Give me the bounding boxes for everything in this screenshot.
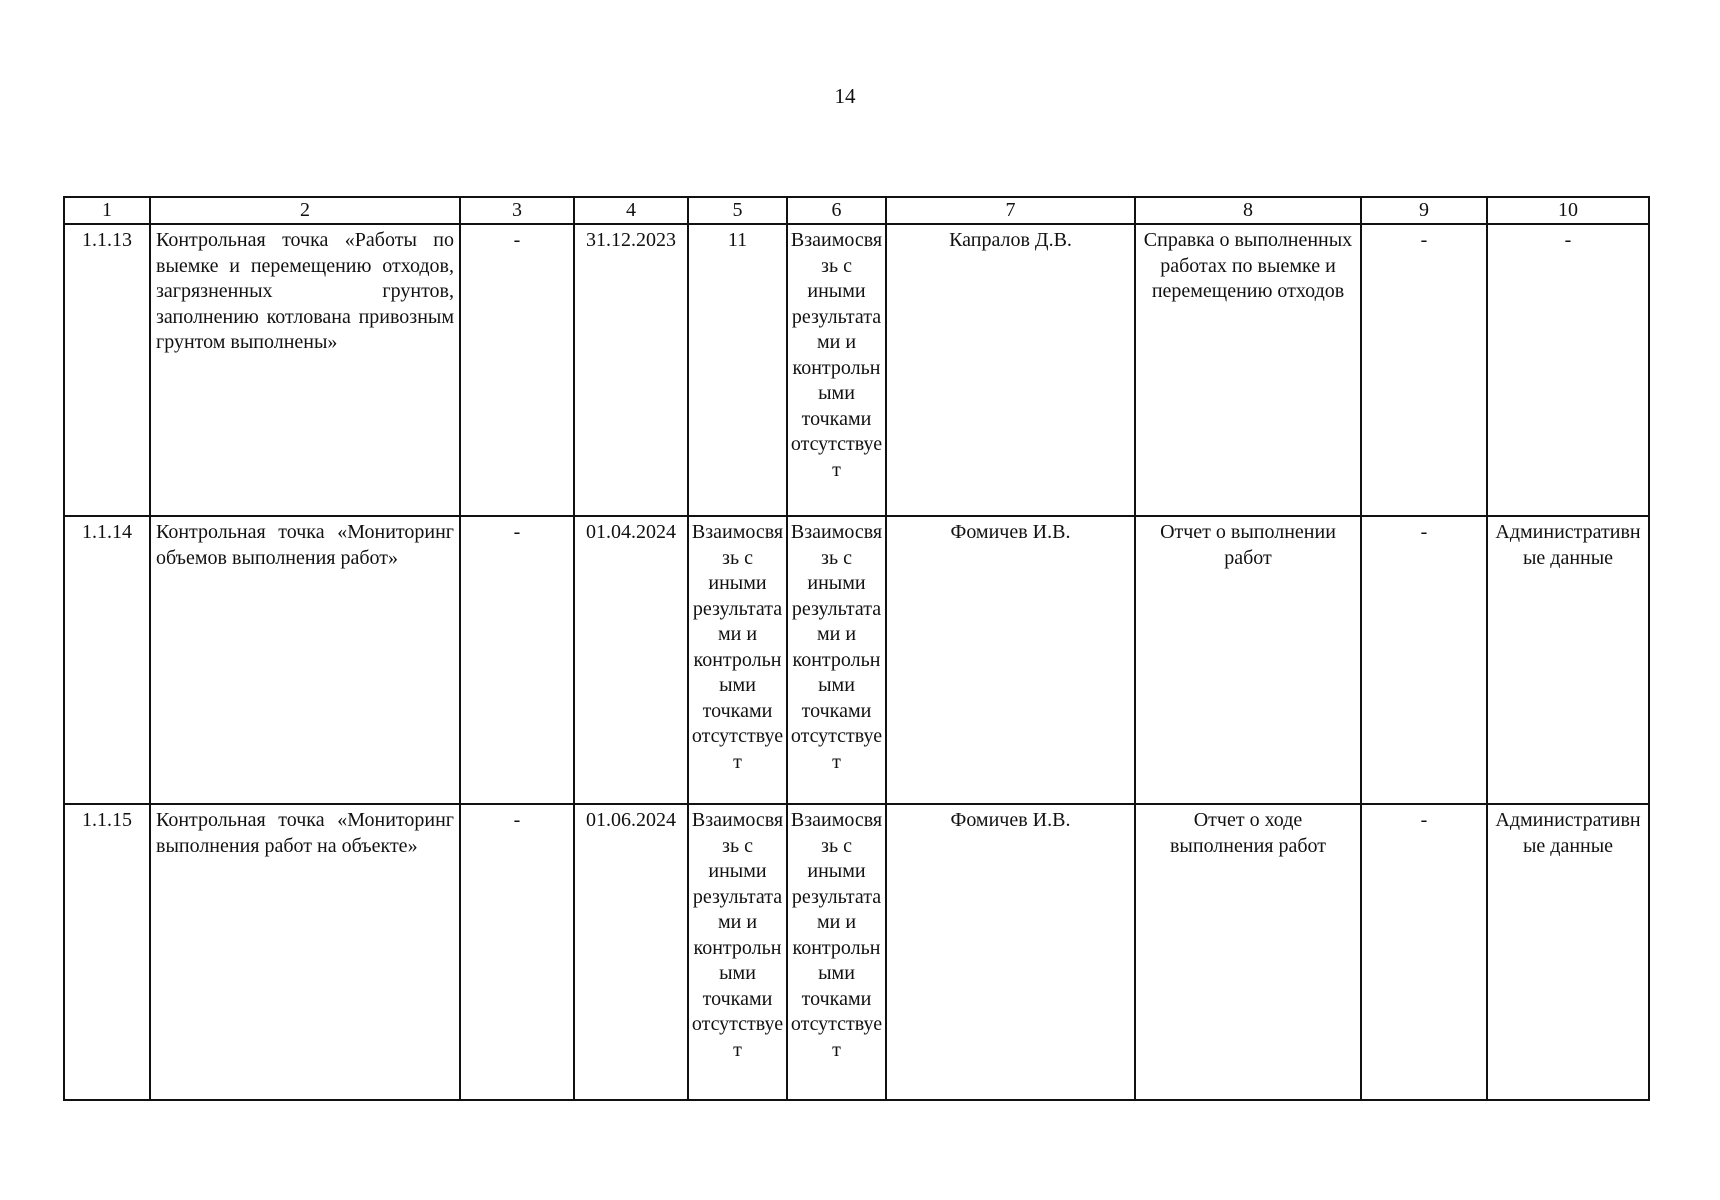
column-header-1: 1 [64, 197, 150, 224]
deadline-date: 31.12.2023 [574, 224, 688, 516]
column-header-10: 10 [1487, 197, 1649, 224]
column-header-4: 4 [574, 197, 688, 224]
table-row [64, 516, 1649, 804]
table-row [64, 224, 1649, 516]
column-10-value: Административные данные [1487, 516, 1649, 804]
column-header-6: 6 [787, 197, 886, 224]
column-6-value: Взаимосвязь с иными результатами и контрольными точками отсутствует [787, 516, 886, 804]
control-point-name: Контрольная точка «Мониторинг объемов выполнения работ» [150, 516, 460, 804]
column-header-3: 3 [460, 197, 574, 224]
column-header-8: 8 [1135, 197, 1361, 224]
column-3-value: - [460, 224, 574, 516]
responsible-person: Капралов Д.В. [886, 224, 1135, 516]
column-header-5: 5 [688, 197, 787, 224]
deadline-date: 01.06.2024 [574, 804, 688, 1100]
column-3-value: - [460, 516, 574, 804]
row-number: 1.1.15 [64, 804, 150, 1100]
report-document: Отчет о ходе выполнения работ [1135, 804, 1361, 1100]
column-number-row [64, 197, 1649, 224]
page-number: 14 [834, 84, 856, 108]
row-number: 1.1.14 [64, 516, 150, 804]
column-3-value: - [460, 804, 574, 1100]
responsible-person: Фомичев И.В. [886, 804, 1135, 1100]
column-5-value: Взаимосвязь с иными результатами и контрольными точками отсутствует [688, 516, 787, 804]
report-document: Отчет о выполнении работ [1135, 516, 1361, 804]
column-9-value: - [1361, 804, 1487, 1100]
control-point-name: Контрольная точка «Мониторинг выполнения работ на объекте» [150, 804, 460, 1100]
column-header-7: 7 [886, 197, 1135, 224]
row-number: 1.1.13 [64, 224, 150, 516]
column-10-value: Административные данные [1487, 804, 1649, 1100]
report-document: Справка о выполненных работах по выемке и перемещению отходов [1135, 224, 1361, 516]
column-10-value: - [1487, 224, 1649, 516]
column-5-value: Взаимосвязь с иными результатами и контрольными точками отсутствует [688, 804, 787, 1100]
column-9-value: - [1361, 224, 1487, 516]
column-header-2: 2 [150, 197, 460, 224]
column-header-9: 9 [1361, 197, 1487, 224]
control-points-table [63, 196, 1650, 1101]
column-9-value: - [1361, 516, 1487, 804]
deadline-date: 01.04.2024 [574, 516, 688, 804]
column-5-value: 11 [688, 224, 787, 516]
table-row [64, 804, 1649, 1100]
control-point-name: Контрольная точка «Работы по выемке и перемещению отходов, загрязненных грунтов, заполнению котлована привозным грунтом выполнены» [150, 224, 460, 516]
responsible-person: Фомичев И.В. [886, 516, 1135, 804]
column-6-value: Взаимосвязь с иными результатами и контрольными точками отсутствует [787, 804, 886, 1100]
column-6-value: Взаимосвязь с иными результатами и контрольными точками отсутствует [787, 224, 886, 516]
